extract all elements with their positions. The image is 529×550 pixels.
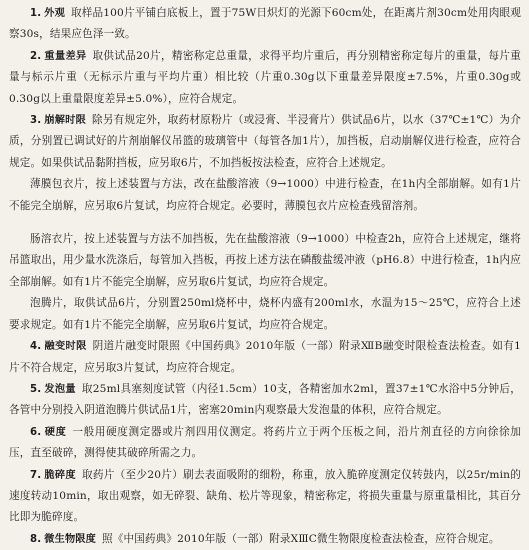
section-heading: 硬度 bbox=[44, 426, 67, 438]
section-number: 5. bbox=[30, 383, 42, 395]
section-text: 取药片（至少20片）刷去表面吸附的细粉，称重，放入脆碎度测定仪转鼓内，以25r/min的速度转动10min，取出观察，如无碎裂、缺角、松片等现象，精密称定，将损失重量与原重量相比，其百分比即为脆碎度。 bbox=[9, 468, 522, 524]
section-number: 6. bbox=[30, 426, 42, 438]
section-heading: 脆碎度 bbox=[44, 469, 76, 481]
section-text: 除另有规定外，取药材原粉片（或浸膏、半浸膏片）供试品6片，以水（37℃±1℃）为介质，分别置已调试好的片剂崩解仪吊篮的玻璃管中（每管各加1片），加挡板，启动崩解仪进行检查，应符合规定。如果供试品黏附挡板，应另取6片，不加挡板按法检查，应符合上述规定。 bbox=[9, 114, 521, 169]
section-text: 照《中国药典》2010年版（一部）附录ⅩⅢC微生物限度检查法检查，应符合规定。 bbox=[101, 532, 500, 545]
section-weight-variation bbox=[9, 46, 521, 110]
section-text: 取25ml具塞刻度试管（内径1.5cm）10支，各精密加水2ml，置37±1℃水浴中5分钟后，各管中分别投入阴道泡腾片供试品1片，密塞20min内观察最大发泡量的体积，应符合规定。 bbox=[9, 382, 521, 417]
section-number: 4. bbox=[30, 341, 42, 353]
section-microbial-limit bbox=[9, 529, 521, 550]
section-text: 一般用硬度测定器或片剂四用仪测定。将药片立于两个压板之间，沿片剂直径的方向徐徐加压，直至破碎，测得使其破碎所需之力。 bbox=[9, 425, 521, 460]
section-melting-time bbox=[9, 336, 521, 379]
section-text: 阴道片融变时限照《中国药典》2010年版（一部）附录ⅫB融变时限检查法检查。如有1片不符合规定，应另取3片复试，均应符合规定。 bbox=[9, 340, 521, 374]
section-number: 7. bbox=[30, 469, 42, 481]
section-friability bbox=[9, 465, 521, 529]
section-appearance bbox=[9, 3, 521, 46]
section-hardness bbox=[9, 422, 521, 465]
section-heading: 融变时限 bbox=[44, 341, 87, 353]
section-heading: 微生物限度 bbox=[44, 533, 96, 545]
section-number: 8. bbox=[30, 533, 42, 545]
section-heading: 崩解时限 bbox=[44, 115, 87, 127]
section-disintegration bbox=[9, 110, 521, 174]
section-text: 取供试品20片，精密称定总重量，求得平均片重后，再分别精密称定每片的重量，每片重量与标示片重（无标示片重与平均片重）相比较（片重0.30g以下重量差异限度±7.5%，片重0.30g或0.30g以上重量限度差异±5.0%），应符合规定。 bbox=[9, 49, 521, 105]
section-heading: 外观 bbox=[44, 8, 65, 19]
section-heading: 重量差异 bbox=[44, 50, 87, 62]
paragraph-film-coated: 薄膜包衣片，按上述装置与方法，改在盐酸溶液（9→1000）中进行检查，在1h内全部崩解。如有1片不能完全崩解，应另取6片复试，均应符合规定。必要时，薄膜包衣片应检查残留溶剂。 bbox=[9, 178, 521, 212]
section-number: 3. bbox=[30, 115, 42, 127]
section-text: 取样品100片平铺白底板上，置于75W日炽灯的光源下60cm处，在距离片剂30cm处用肉眼观察30s，结果应色泽一致。 bbox=[9, 7, 521, 41]
section-foaming-volume bbox=[9, 379, 521, 422]
section-number: 1. bbox=[30, 8, 42, 19]
section-number: 2. bbox=[30, 50, 42, 62]
paragraph-gap bbox=[9, 217, 521, 229]
paragraph-effervescent: 泡腾片，取供试品6片，分别置250ml烧杯中，烧杯内盛有200ml水，水温为15～25℃，应符合上述要求规定。如有1片不能完全崩解，应另取6片复试，均应符合规定。 bbox=[9, 297, 521, 331]
section-heading: 发泡量 bbox=[44, 383, 76, 395]
paragraph-enteric-coated: 肠溶衣片，按上述装置与方法不加挡板，先在盐酸溶液（9→1000）中检查2h，应符合上述规定，继将吊篮取出，用少量水洗涤后，每管加入挡板，再按上述方法在磷酸盐缓冲液（pH6.8）中进行检查，1h内应全部崩解。如有1片不能完全崩解，应另取6片复试，均应符合规定。 bbox=[9, 233, 521, 288]
